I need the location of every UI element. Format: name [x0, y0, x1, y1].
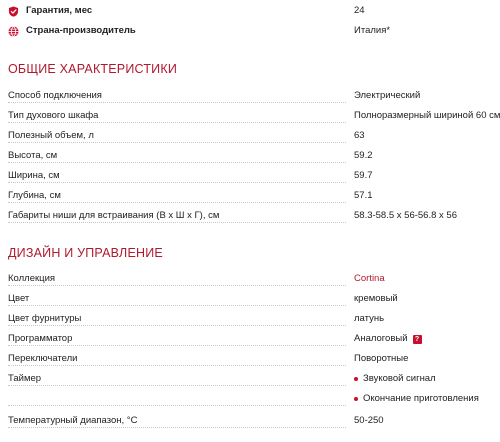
spec-label: Глубина, см [8, 190, 65, 201]
spec-row-country [8, 20, 494, 40]
spec-label: Таймер [8, 373, 45, 384]
spec-value: Полноразмерный шириной 60 см [354, 110, 500, 121]
spec-row [8, 410, 494, 430]
spec-label: Способ подключения [8, 90, 106, 101]
spec-row [8, 268, 494, 288]
spec-label: Цвет фурнитуры [8, 313, 85, 324]
spec-value: Окончание приготовления [363, 393, 479, 404]
spec-row [8, 308, 494, 328]
spec-row [8, 328, 494, 348]
spec-value: Поворотные [354, 353, 409, 364]
spec-row [8, 125, 494, 145]
spec-row [8, 205, 494, 225]
spec-label: Полезный объем, л [8, 130, 98, 141]
globe-icon [8, 26, 19, 37]
spec-row [8, 85, 494, 105]
spec-value: 24 [354, 5, 365, 16]
spec-label: Габариты ниши для встраивания (В х Ш х Г), см [8, 210, 223, 221]
spec-row-continued [8, 388, 494, 408]
spec-label: Программатор [8, 333, 76, 344]
spec-row [8, 348, 494, 368]
spec-label: Гарантия, мес [8, 5, 354, 20]
spec-value: Звуковой сигнал [363, 373, 436, 384]
spec-label: Высота, см [8, 150, 61, 161]
section-title-general: ОБЩИЕ ХАРАКТЕРИСТИКИ [8, 62, 178, 76]
spec-value: 57.1 [354, 190, 373, 201]
spec-value: 59.2 [354, 150, 373, 161]
spec-value: 59.7 [354, 170, 373, 181]
spec-value: Электрический [354, 90, 421, 101]
spec-value: 58.3-58.5 x 56-56.8 x 56 [354, 210, 457, 221]
spec-label: Страна-производитель [8, 25, 354, 40]
section-title-design: ДИЗАЙН И УПРАВЛЕНИЕ [8, 246, 163, 260]
spec-row [8, 165, 494, 185]
spec-value: кремовый [354, 293, 398, 304]
spec-row [8, 105, 500, 125]
bullet-dot-icon [354, 377, 358, 381]
help-badge-icon[interactable]: ? [413, 335, 422, 344]
collection-link[interactable]: Cortina [354, 273, 385, 284]
spec-value: латунь [354, 313, 385, 324]
spec-value: 63 [354, 130, 365, 141]
spec-row [8, 288, 494, 308]
spec-value: Аналоговый [354, 333, 408, 344]
spec-label: Ширина, см [8, 170, 64, 181]
spec-row [8, 368, 494, 388]
bullet-dot-icon [354, 397, 358, 401]
spec-row [8, 185, 494, 205]
spec-label: Цвет [8, 293, 33, 304]
spec-label: Тип духового шкафа [8, 110, 102, 121]
spec-value: Италия* [354, 25, 391, 36]
spec-label: Коллекция [8, 273, 59, 284]
spec-value: 50-250 [354, 415, 384, 426]
shield-check-icon [8, 6, 19, 17]
spec-row-warranty [8, 0, 494, 20]
spec-label: Температурный диапазон, °C [8, 415, 141, 426]
spec-label: Переключатели [8, 353, 82, 364]
spec-row [8, 145, 494, 165]
spec-label [8, 393, 12, 404]
